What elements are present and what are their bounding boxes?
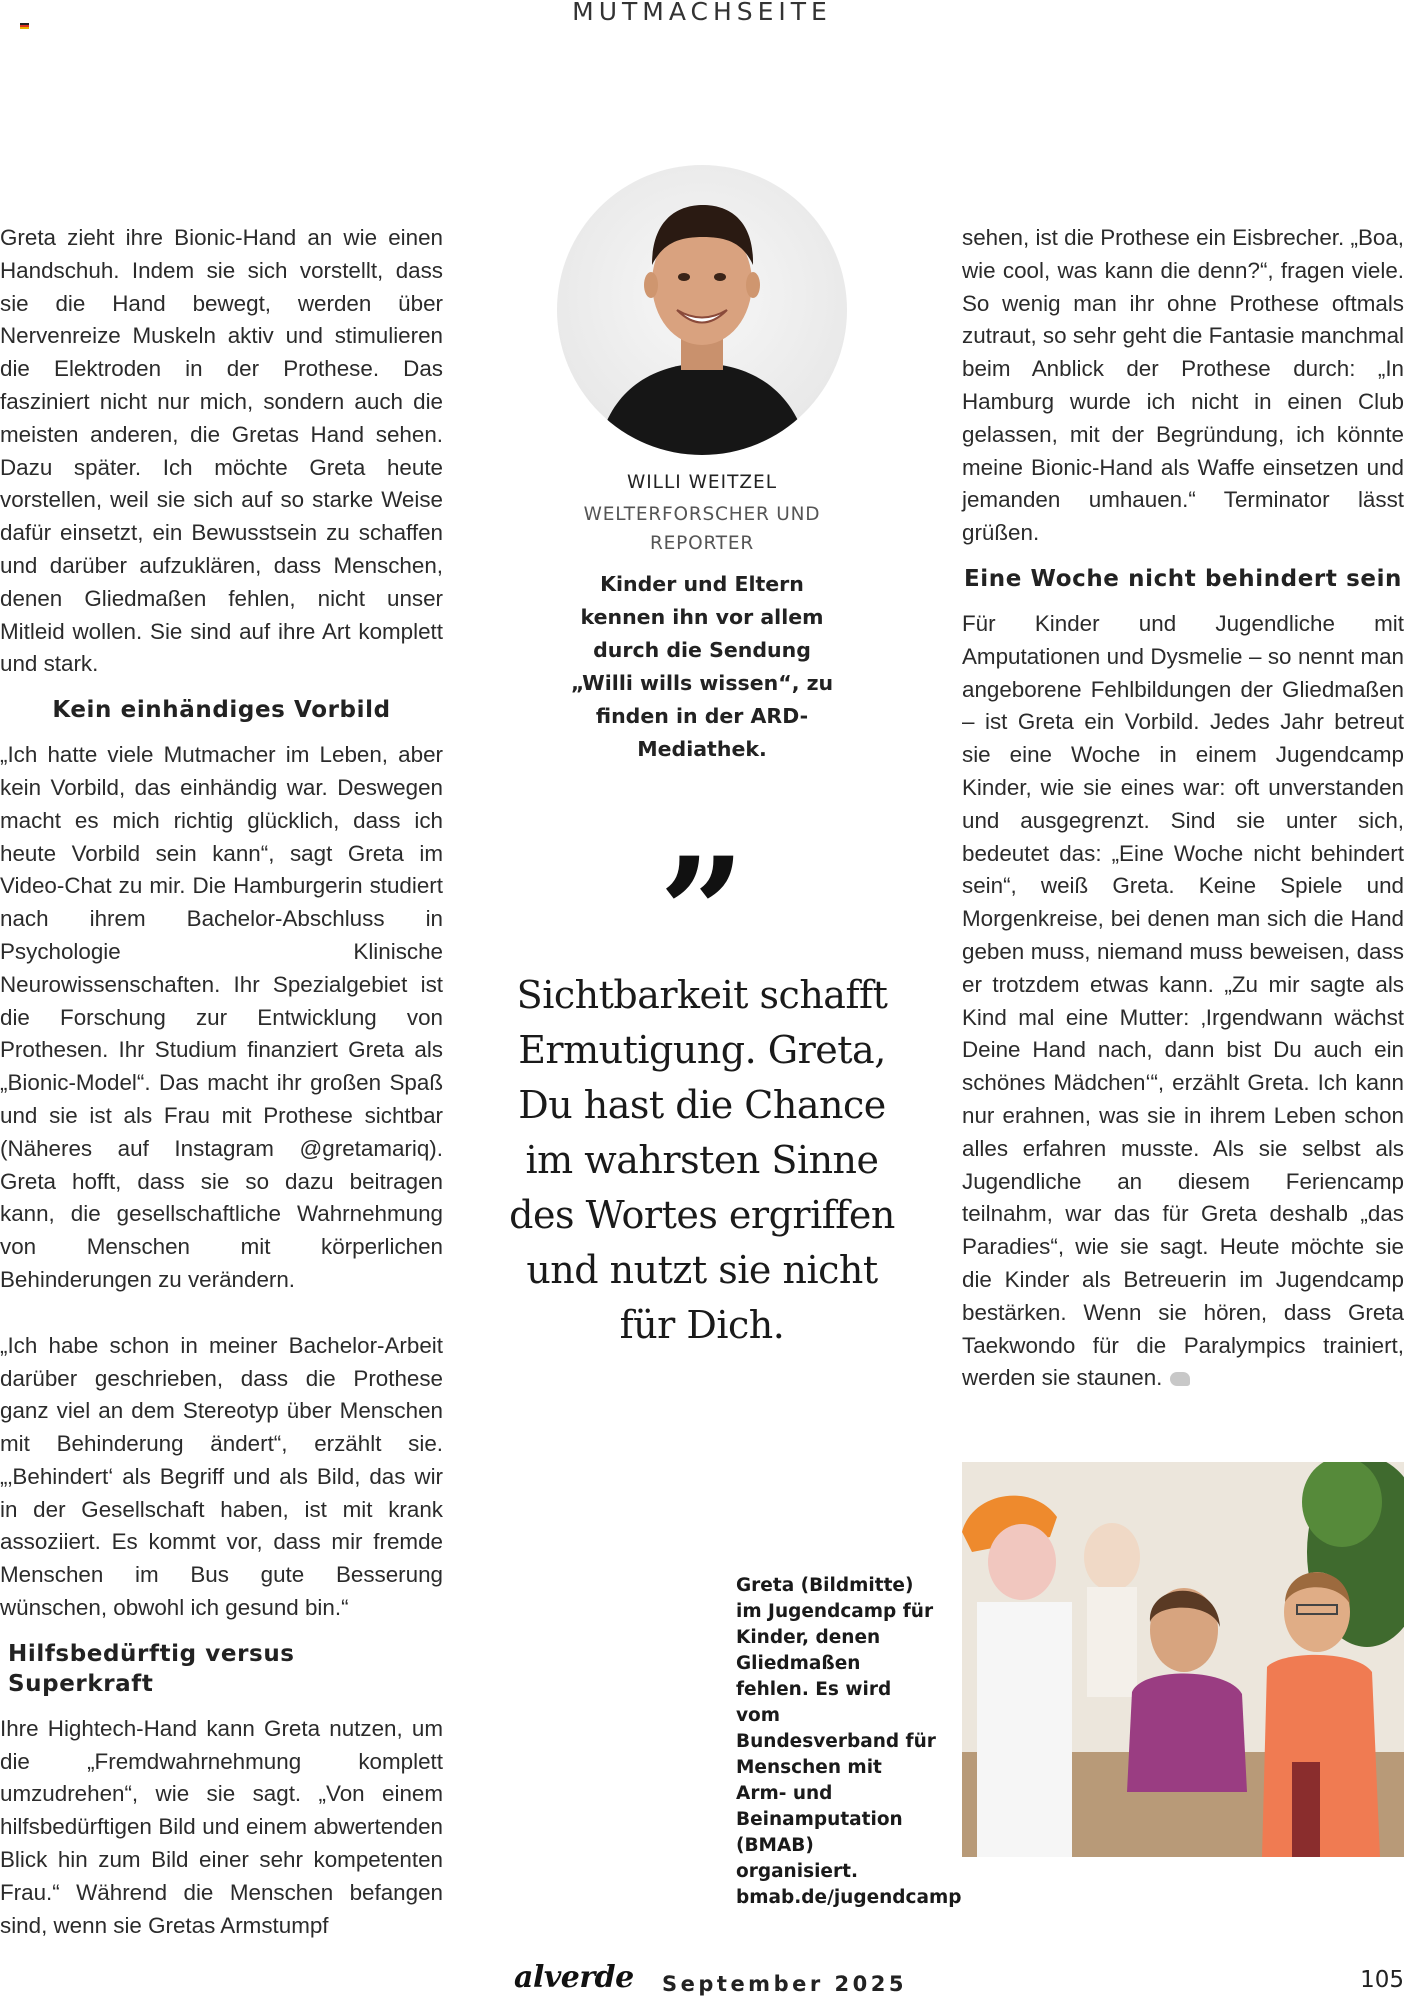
author-portrait-illustration — [557, 165, 847, 455]
author-bio: Kinder und Eltern kennen ihn vor allem durch die Sendung „Willi wills wissen“, zu finden in der ARD-Mediathek. — [570, 572, 834, 761]
intro-paragraph: Greta zieht ihre Bionic-Hand an wie einen Handschuh. Indem sie sich vorstellt, dass sie die Hand bewegt, werden über Nervenreize Muskeln aktiv und stimulieren die Elektroden in der Prothese. Das fasziniert nicht nur mich, sondern auch die meisten anderen, die Gretas Hand sehen. Dazu später. Ich möchte Greta heute vorstellen, weil sie sich auf so starke Weise dafür einsetzt, ein Bewusstsein zu schaffen und darüber aufzuklären, dass Menschen, denen Gliedmaßen fehlen, nicht unser Mitleid wollen. Sie sind auf ihre Art komplett und stark. — [0, 225, 443, 677]
pull-quote: Sichtbarkeit schafft Ermutigung. Greta, Du hast die Chance im wahrsten Sinne des Wortes ergriffen und nutzt sie nicht für Dich. — [509, 973, 895, 1347]
subheading-eine-woche: Eine Woche nicht behindert sein — [963, 565, 1403, 592]
body-paragraph: „Ich habe schon in meiner Bachelor-Arbeit darüber geschrieben, dass die Prothese ganz viel an dem Stereotyp über Menschen mit Behinderung ändert“, erzählt sie. „‚Behindert‘ als Begriff und als Bild, das wir in der Gesellschaft haben, ist mit krank assoziiert. Es kommt vor, dass mir fremde Menschen im Bus gute Besserung wünschen, obwohl ich gesund bin.“ — [0, 1332, 443, 1621]
quote-mark-icon: ” — [658, 825, 746, 1001]
issue-date: September 2025 — [662, 1972, 907, 1996]
left-column — [0, 222, 443, 1942]
body-paragraph-text: Für Kinder und Jugendliche mit Amputationen und Dysmelie – so nennt man angeborene Fehlbildungen der Gliedmaßen – ist Greta ein Vorbild. Jedes Jahr betreut sie eine Woche in einem Jugendcamp Kinder, wie sie eines war: oft unverstanden und ausgegrenzt. Sind sie unter sich, bedeutet das: „Eine Woche nicht behindert sein“, weiß Greta. Keine Spiele und Morgenkreise, bei denen man sich die Hand geben muss, niemand muss beweisen, dass er trotzdem etwas kann. „Zu mir sagte als Kind mal eine Mutter: ‚Irgendwann wächst Deine Hand nach, dann bist Du auch ein schönes Mädchen‘“, erzählt Greta. Ich kann nur erahnen, was sie in ihrem Leben schon alles erfahren musste. Als sie selbst als Jugendliche an diesem Feriencamp teilnahm, war das für Greta deshalb „das Paradies“, wie sie sagt. Heute möchte sie die Kinder als Betreuerin im Jugendcamp bestärken. Wenn sie hören, dass Greta Taekwondo für die Paralympics trainiert, werden sie staunen. — [962, 610, 1404, 1391]
page-number: 105 — [1360, 1967, 1404, 1993]
author-role-line: WELTERFORSCHER UND — [583, 504, 821, 525]
subheading-kein-vorbild: Kein einhändiges Vorbild — [52, 697, 391, 724]
author-portrait — [557, 165, 847, 455]
author-role-line: REPORTER — [649, 533, 754, 554]
right-column — [962, 222, 1404, 1395]
author-name: WILLI WEITZEL — [626, 472, 778, 493]
photo-caption: Greta (Bildmitte) im Jugendcamp für Kinder, denen Gliedmaßen fehlen. Es wird vom Bundesverband für Menschen mit Arm- und Beinamputation (BMAB) organisiert. bmab.de/jugendcamp — [736, 1575, 962, 1908]
section-title: MUTMACHSEITE — [572, 0, 832, 26]
body-paragraph: sehen, ist die Prothese ein Eisbrecher. „Boa, wie cool, was kann die denn?“, fragen viele. So wenig man ihr ohne Prothese oftmals zutraut, so sehr geht die Fantasie manchmal beim Anblick der Prothese durch: „In Hamburg wurde ich nicht in einen Club gelassen, mit der Begründung, ich könnte meine Bionic-Hand als Waffe einsetzen und jemanden umhauen.“ Terminator lässt grüßen. — [962, 225, 1404, 546]
flag-icon — [20, 23, 29, 29]
body-paragraph: Ihre Hightech-Hand kann Greta nutzen, um die „Fremdwahrnehmung komplett umzudrehen“, wie sie sagt. „Von einem hilfsbedürftigen Bild und einem abwertenden Blick hin zum Bild einer sehr kompetenten Frau.“ Während die Menschen befangen sind, wenn sie Gretas Armstumpf — [0, 1715, 443, 1938]
end-mark-icon — [1170, 1372, 1190, 1386]
subheading-hilfsbeduerftig: Hilfsbedürftig versus Superkraft — [8, 1640, 295, 1697]
camp-photo-illustration — [962, 1462, 1404, 1857]
brand-logo: alverde — [514, 1960, 634, 1995]
body-paragraph: „Ich hatte viele Mutmacher im Leben, aber kein Vorbild, das einhändig war. Deswegen macht es mich richtig glücklich, dass ich heute Vorbild sein kann“, sagt Greta im Video-Chat zu mir. Die Hamburgerin studiert nach ihrem Bachelor-Abschluss in Psychologie Klinische Neurowissenschaften. Ihr Spezialgebiet ist die Forschung zur Entwicklung von Prothesen. Ihr Studium finanziert Greta als „Bionic-Model“. Das macht ihr großen Spaß und sie ist als Frau mit Prothese sichtbar (Näheres auf Instagram @gretamariq). Greta hofft, dass sie so dazu beitragen kann, die gesellschaftliche Wahrnehmung von Menschen mit körperlichen Behinderungen zu verändern. — [0, 742, 443, 1292]
body-paragraph — [962, 608, 1404, 1395]
camp-photo — [962, 1462, 1404, 1857]
author-role — [560, 500, 844, 558]
